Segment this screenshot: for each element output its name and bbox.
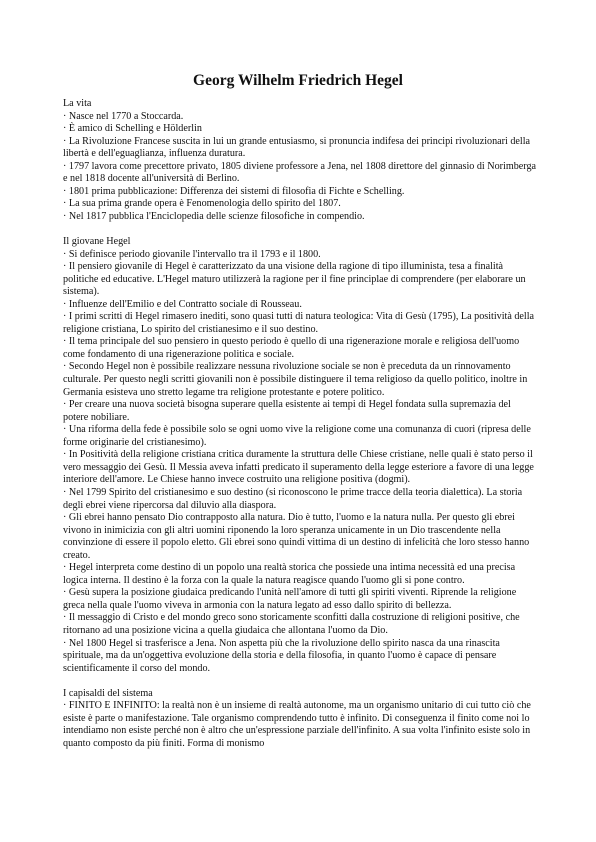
- paragraph: · Si definisce periodo giovanile l'intervallo tra il 1793 e il 1800.: [63, 248, 321, 260]
- paragraph: · Nel 1817 pubblica l'Enciclopedia delle scienze filosofiche in compendio.: [63, 210, 365, 222]
- paragraph-gap: [63, 223, 538, 236]
- paragraph: · La sua prima grande opera è Fenomenologia dello spirito del 1807.: [63, 198, 341, 210]
- paragraph: · Una riforma della fede è possibile solo se ogni uomo vive la religione come una comunanza di cuori (ripresa delle forme originarie del cristianesimo).: [63, 424, 531, 448]
- paragraph: · La Rivoluzione Francese suscita in lui un grande entusiasmo, si pronuncia indifesa dei principi rivoluzionari della libertà e dell'eguaglianza, influenza duratura.: [63, 135, 531, 160]
- paragraph: · Nasce nel 1770 a Stoccarda.: [63, 110, 184, 122]
- paragraph: · Per creare una nuova società bisogna superare quella esistente ai tempi di Hegel fondata sulla supremazia del potere nobiliare.: [63, 399, 511, 423]
- paragraph: · Hegel interpreta come destino di un popolo una realtà storica che possiede una intima necessità ed una precisa logica interna. Il destino è la forza con la quale la natura reagisce quando l'uomo gli si pone contro.: [63, 562, 516, 586]
- paragraph: · Nel 1800 Hegel si trasferisce a Jena. Non aspetta più che la rivoluzione dello spirito nasca da una rinascita spirituale, ma da un'oggettiva evoluzione della storia e della filosofia, in quanto l'uomo è capace di pensare scientificamente il corso del mondo.: [63, 637, 500, 674]
- paragraph: · Il messaggio di Cristo e del mondo greco sono storicamente sconfitti dalla costruzione di religioni positive, che ritornano ad una posizione vicina a quella giudaica che allontana l'uomo da Dio.: [63, 612, 520, 636]
- paragraph: · 1797 lavora come precettore privato, 1805 diviene professore a Jena, nel 1808 direttore del ginnasio di Norimberga e nel 1818 docente all'università di Berlino.: [63, 160, 537, 185]
- paragraph: · Influenze dell'Emilio e del Contratto sociale di Rousseau.: [63, 298, 302, 310]
- paragraph: · 1801 prima pubblicazione: Differenza dei sistemi di filosofia di Fichte e Schelling.: [63, 185, 405, 197]
- paragraph: · FINITO E INFINITO: la realtà non è un insieme di realtà autonome, ma un organismo unitario di cui tutto ciò che esiste è parte o manifestazione. Tale organismo comprendendo tutto è infinito. Di conseguenza il finito come noi lo intendiamo non esiste perché non è altro che un'espressione parziale dell'infinito. A sua volta l'infinito esiste solo in quanto composto da più finiti. Forma di monismo: [63, 700, 531, 749]
- paragraph: · I primi scritti di Hegel rimasero inediti, sono quasi tutti di natura teologica: Vita di Gesù (1795), La positività della religione cristiana, Lo spirito del cristianesimo e il suo destino.: [63, 311, 535, 335]
- paragraph: · Nel 1799 Spirito del cristianesimo e suo destino (si riconoscono le prime tracce della teoria dialettica). La storia degli ebrei viene ripercorsa dal diluvio alla diaspora.: [63, 486, 523, 511]
- document-body: [63, 98, 538, 750]
- section-heading: I capisaldi del sistema: [63, 687, 153, 699]
- section-heading: La vita: [63, 98, 92, 109]
- page-title: Georg Wilhelm Friedrich Hegel: [193, 72, 403, 89]
- paragraph: · Il tema principale del suo pensiero in questo periodo è quello di una rigenerazione morale e religiosa dell'uomo come fondamento di una rigenerazione politica e sociale.: [63, 336, 520, 360]
- paragraph: · Il pensiero giovanile di Hegel è caratterizzato da una visione della ragione di tipo illuminista, tesa a finalità politiche ed educative. L'Hegel maturo utilizzerà la ragione per il fine principlae di comprendere (per elaborare un sistema).: [63, 261, 526, 298]
- paragraph: · In Positività della religione cristiana critica duramente la struttura delle Chiese cristiane, nelle quali è stato perso il vero messaggio dei Gesù. Il Messia aveva infatti predicato il superamento della legge esteriore a favore di una legge interiore dell'amore. Le Chiese hanno invece costruito una religione positiva (dogmi).: [63, 449, 534, 486]
- paragraph: · Gli ebrei hanno pensato Dio contrapposto alla natura. Dio è tutto, l'uomo e la natura nulla. Per questo gli ebrei vivono in inimicizia con gli altri uomini riponendo la loro speranza unicamente in un Dio trascendente nella convinzione di essere il popolo eletto. Gli ebrei sono quindi vittima di un destino di infelicità che loro stesso hanno creato.: [63, 512, 530, 561]
- paragraph: · Secondo Hegel non è possibile realizzare nessuna rivoluzione sociale se non è preceduta da un rinnovamento culturale. Per questo negli scritti giovanili non è possibile distinguere il tema religioso da quello politico, inoltre in Germania esisteva uno stretto legame tra religione protestante e potere politico.: [63, 361, 528, 398]
- paragraph-gap: [63, 675, 538, 688]
- section-heading: Il giovane Hegel: [63, 236, 131, 248]
- paragraph: · Gesù supera la posizione giudaica predicando l'unità nell'amore di tutti gli spiriti viventi. Riprende la religione greca nella quale l'uomo viveva in armonia con la natura legato ad esso dallo spirito di bellezza.: [63, 587, 517, 611]
- paragraph: · È amico di Schelling e Hölderlin: [63, 123, 202, 135]
